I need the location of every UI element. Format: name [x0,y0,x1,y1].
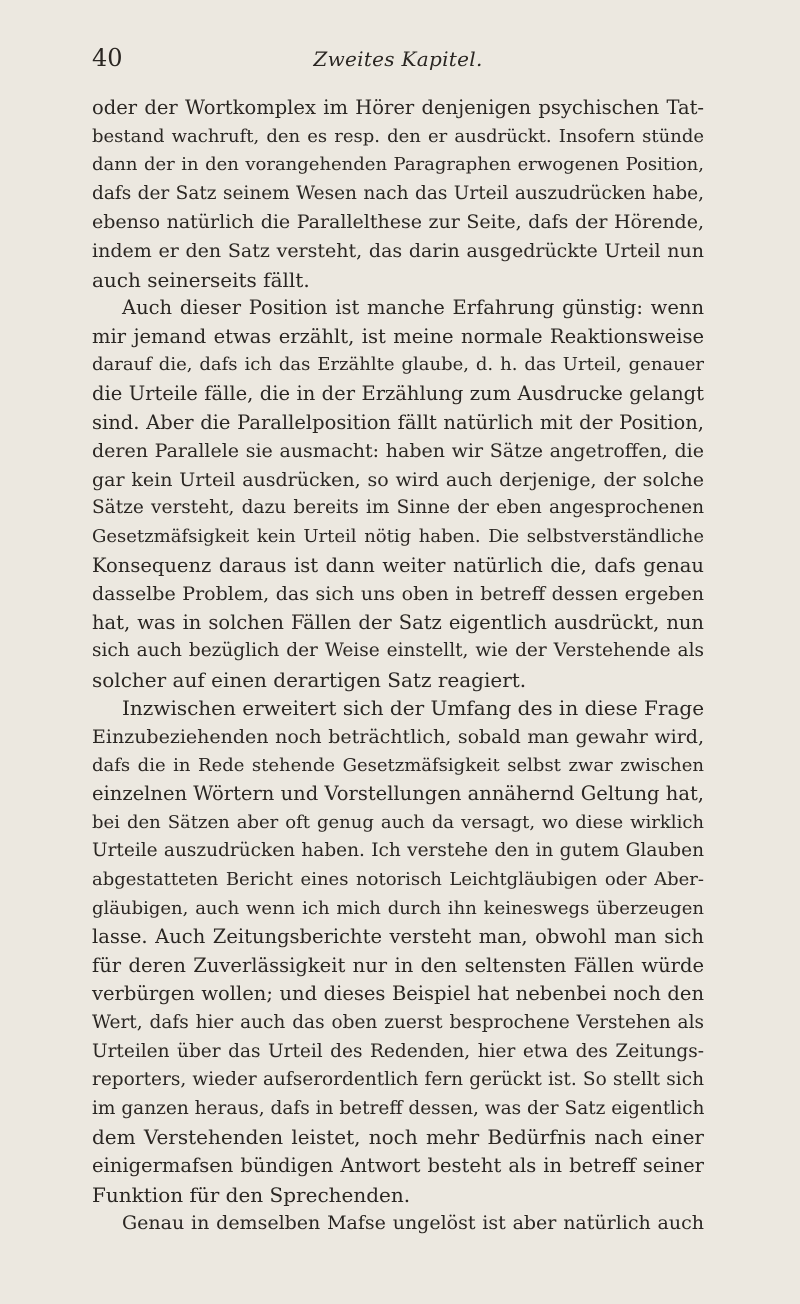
text-line: darauf die, dafs ich das Erzählte glaube, d. h. das Urteil, genauer [92,354,704,376]
text-line: einzelnen Wörtern und Vorstellungen annähernd Geltung hat, [92,782,704,806]
text-line: Funktion für den Sprechenden. [92,1182,411,1207]
page-number: 40 [92,44,123,72]
page-header [92,44,704,74]
running-title: Zweites Kapitel. [313,47,483,71]
text-line: Wert, dafs hier auch das oben zuerst besprochene Verstehen als [92,1012,704,1033]
text-line: sind. Aber die Parallelposition fällt natürlich mit der Position, [92,410,704,434]
text-line: einigermafsen bündigen Antwort besteht als in betreff seiner [92,1153,704,1177]
text-line: Genau in demselben Mafse ungelöst ist aber natürlich auch [122,1212,704,1235]
text-line: lasse. Auch Zeitungsberichte versteht man, obwohl man sich [92,925,704,949]
text-line: Urteile auszudrücken haben. Ich verstehe den in gutem Glauben [92,840,704,862]
text-line: Sätze versteht, dazu bereits im Sinne der eben angesprochenen [92,497,704,519]
text-line: bestand wachruft, den es resp. den er ausdrückt. Insofern stünde [92,125,704,147]
text-line: oder der Wortkomplex im Hörer denjenigen psychischen Tat- [92,96,704,119]
text-line: abgestatteten Bericht eines notorisch Leichtgläubigen oder Aber- [92,869,704,891]
text-line: bei den Sätzen aber oft genug auch da versagt, wo diese wirklich [92,811,704,833]
text-line: dafs der Satz seinem Wesen nach das Urteil auszudrücken habe, [92,182,704,204]
text-line: gar kein Urteil ausdrücken, so wird auch derjenige, der solche [92,468,704,491]
text-line: dasselbe Problem, das sich uns oben in betreff dessen ergeben [92,583,704,606]
text-line: gläubigen, auch wenn ich mich durch ihn keineswegs überzeugen [92,897,704,919]
text-line: Gesetzmäfsigkeit kein Urteil nötig haben. Die selbstverständliche [92,525,704,547]
text-line: Auch dieser Position ist manche Erfahrung günstig: wenn [122,296,704,320]
text-line: deren Parallele sie ausmacht: haben wir Sätze angetroffen, die [92,440,704,463]
text-line: die Urteile fälle, die in der Erzählung zum Ausdrucke gelangt [92,381,704,405]
text-line: im ganzen heraus, dafs in betreff dessen, was der Satz eigentlich [92,1097,705,1119]
text-line: solcher auf einen derartigen Satz reagiert. [92,667,527,692]
text-line: sich auch bezüglich der Weise einstellt, wie der Verstehende als [92,640,704,662]
text-line: dafs die in Rede stehende Gesetzmäfsigkeit selbst zwar zwischen [92,754,704,776]
text-line: hat, was in solchen Fällen der Satz eigentlich ausdrückt, nun [92,610,704,634]
text-line: mir jemand etwas erzählt, ist meine normale Reaktionsweise [92,324,704,348]
text-line: Urteilen über das Urteil des Redenden, hier etwa des Zeitungs- [92,1040,704,1062]
text-line: ebenso natürlich die Parallelthese zur Seite, dafs der Hörende, [92,211,704,234]
text-line: dem Verstehenden leistet, noch mehr Bedürfnis nach einer [92,1125,704,1150]
text-line: Einzubeziehenden noch beträchtlich, sobald man gewahr wird, [92,726,704,749]
text-line: verbürgen wollen; und dieses Beispiel hat nebenbei noch den [92,982,704,1006]
text-line: dann der in den vorangehenden Paragraphen erwogenen Position, [92,154,704,176]
text-line: indem er den Satz versteht, das darin ausgedrückte Urteil nun [92,239,704,262]
text-line: Inzwischen erweitert sich der Umfang des in diese Frage [122,696,705,721]
text-line: für deren Zuverlässigkeit nur in den seltensten Fällen würde [92,953,704,977]
text-line: reporters, wieder aufserordentlich fern gerückt ist. So stellt sich [92,1069,704,1091]
text-line: auch seinerseits fällt. [92,267,310,292]
text-line: Konsequenz daraus ist dann weiter natürlich die, dafs genau [92,553,704,577]
body-text [92,94,704,1238]
